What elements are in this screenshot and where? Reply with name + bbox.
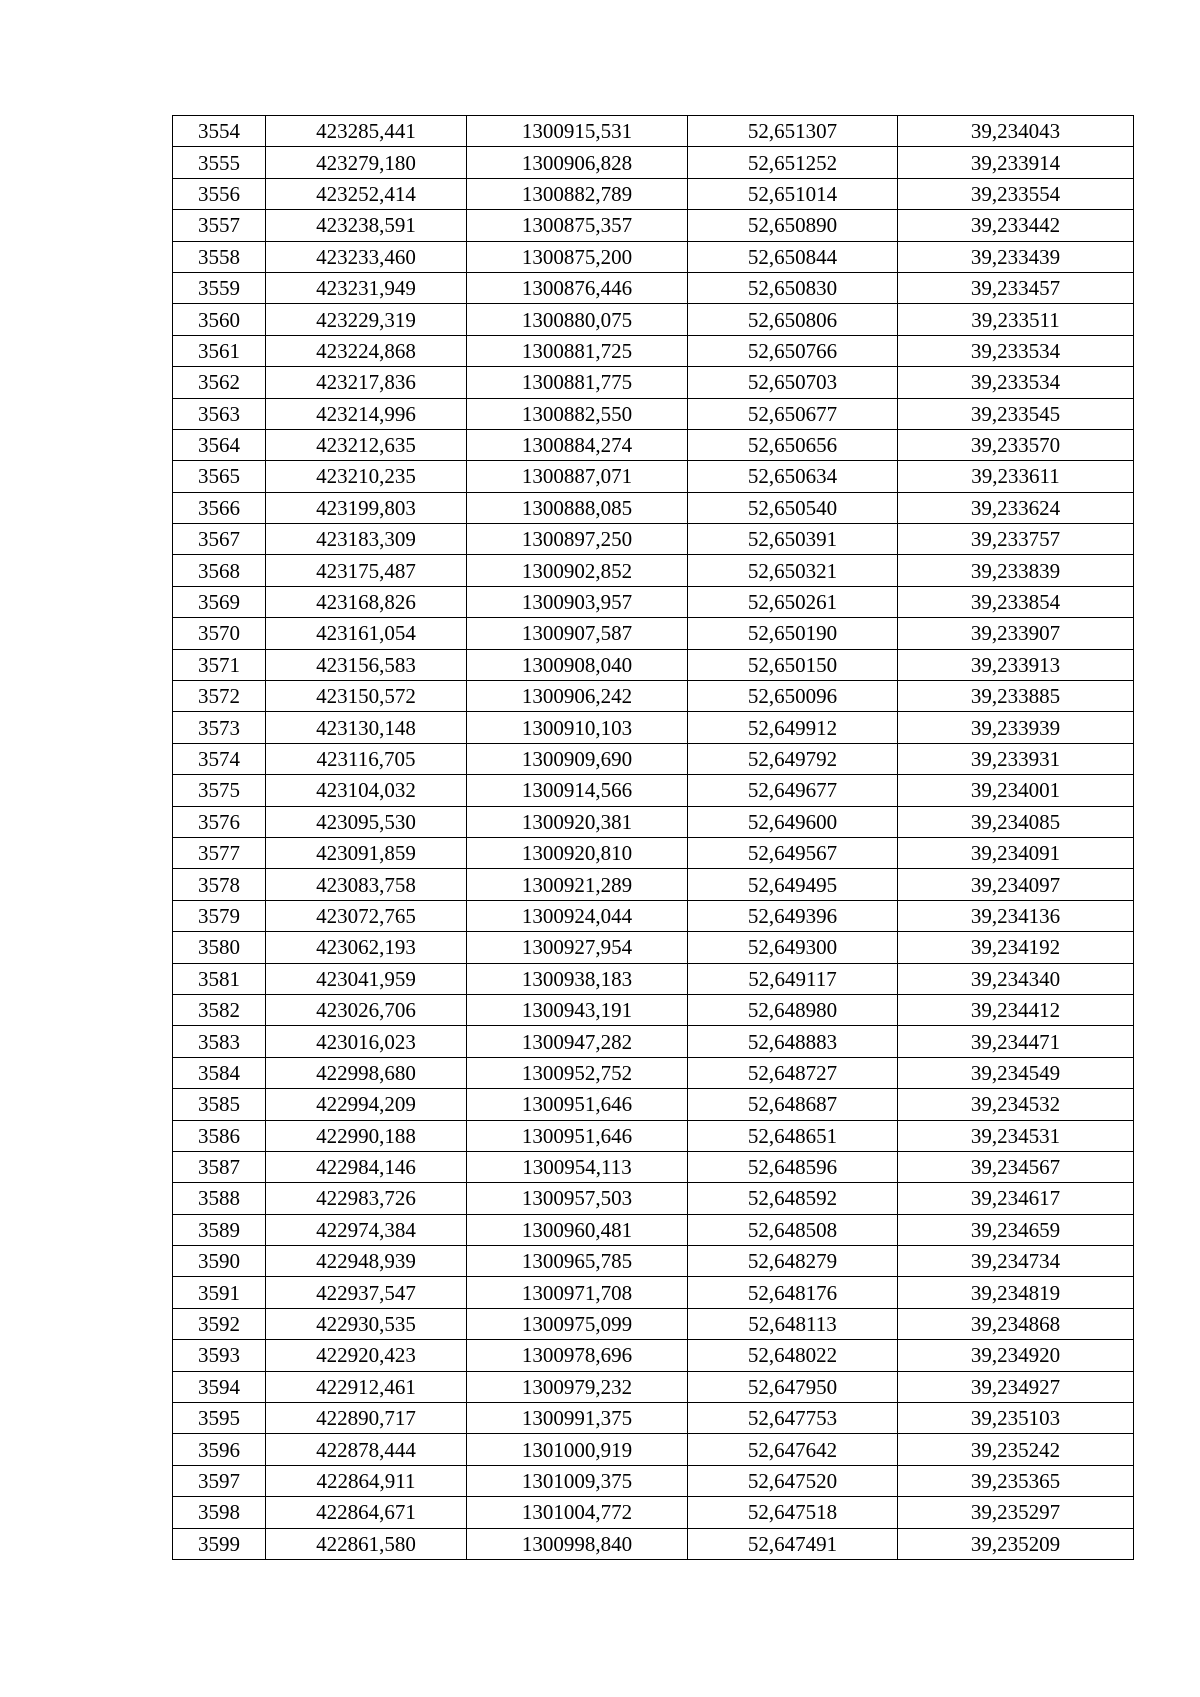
latitude-cell: 52,650634 xyxy=(688,461,898,492)
x-coordinate-cell: 423217,836 xyxy=(266,367,467,398)
point-number-cell: 3570 xyxy=(173,618,266,649)
point-number-cell: 3555 xyxy=(173,147,266,178)
longitude-cell: 39,234532 xyxy=(898,1089,1134,1120)
y-coordinate-cell: 1300908,040 xyxy=(467,649,688,680)
point-number-cell: 3597 xyxy=(173,1465,266,1496)
point-number-cell: 3574 xyxy=(173,743,266,774)
table-row xyxy=(173,1151,1134,1182)
latitude-cell: 52,649912 xyxy=(688,712,898,743)
point-number-cell: 3578 xyxy=(173,869,266,900)
longitude-cell: 39,234412 xyxy=(898,994,1134,1025)
longitude-cell: 39,233439 xyxy=(898,241,1134,272)
latitude-cell: 52,648508 xyxy=(688,1214,898,1245)
x-coordinate-cell: 423252,414 xyxy=(266,178,467,209)
longitude-cell: 39,234192 xyxy=(898,932,1134,963)
point-number-cell: 3579 xyxy=(173,900,266,931)
longitude-cell: 39,233839 xyxy=(898,555,1134,586)
latitude-cell: 52,648687 xyxy=(688,1089,898,1120)
table-row xyxy=(173,806,1134,837)
longitude-cell: 39,235365 xyxy=(898,1465,1134,1496)
x-coordinate-cell: 422937,547 xyxy=(266,1277,467,1308)
table-row xyxy=(173,1246,1134,1277)
y-coordinate-cell: 1300906,828 xyxy=(467,147,688,178)
y-coordinate-cell: 1300991,375 xyxy=(467,1403,688,1434)
y-coordinate-cell: 1300975,099 xyxy=(467,1308,688,1339)
y-coordinate-cell: 1300882,550 xyxy=(467,398,688,429)
x-coordinate-cell: 423091,859 xyxy=(266,837,467,868)
x-coordinate-cell: 423224,868 xyxy=(266,335,467,366)
point-number-cell: 3587 xyxy=(173,1151,266,1182)
longitude-cell: 39,233457 xyxy=(898,272,1134,303)
point-number-cell: 3594 xyxy=(173,1371,266,1402)
x-coordinate-cell: 423104,032 xyxy=(266,775,467,806)
y-coordinate-cell: 1300903,957 xyxy=(467,586,688,617)
table-row xyxy=(173,1057,1134,1088)
latitude-cell: 52,648279 xyxy=(688,1246,898,1277)
latitude-cell: 52,651252 xyxy=(688,147,898,178)
longitude-cell: 39,234659 xyxy=(898,1214,1134,1245)
table-row xyxy=(173,116,1134,147)
longitude-cell: 39,233611 xyxy=(898,461,1134,492)
x-coordinate-cell: 423214,996 xyxy=(266,398,467,429)
latitude-cell: 52,648596 xyxy=(688,1151,898,1182)
y-coordinate-cell: 1300938,183 xyxy=(467,963,688,994)
latitude-cell: 52,650806 xyxy=(688,304,898,335)
table-row xyxy=(173,963,1134,994)
point-number-cell: 3591 xyxy=(173,1277,266,1308)
point-number-cell: 3566 xyxy=(173,492,266,523)
y-coordinate-cell: 1300951,646 xyxy=(467,1089,688,1120)
longitude-cell: 39,234471 xyxy=(898,1026,1134,1057)
point-number-cell: 3563 xyxy=(173,398,266,429)
y-coordinate-cell: 1300965,785 xyxy=(467,1246,688,1277)
y-coordinate-cell: 1300971,708 xyxy=(467,1277,688,1308)
latitude-cell: 52,651014 xyxy=(688,178,898,209)
point-number-cell: 3595 xyxy=(173,1403,266,1434)
y-coordinate-cell: 1300875,357 xyxy=(467,210,688,241)
y-coordinate-cell: 1300943,191 xyxy=(467,994,688,1025)
y-coordinate-cell: 1300910,103 xyxy=(467,712,688,743)
x-coordinate-cell: 423183,309 xyxy=(266,524,467,555)
point-number-cell: 3596 xyxy=(173,1434,266,1465)
table-row xyxy=(173,367,1134,398)
x-coordinate-cell: 423130,148 xyxy=(266,712,467,743)
point-number-cell: 3561 xyxy=(173,335,266,366)
table-row xyxy=(173,712,1134,743)
x-coordinate-cell: 423026,706 xyxy=(266,994,467,1025)
table-row xyxy=(173,492,1134,523)
x-coordinate-cell: 423116,705 xyxy=(266,743,467,774)
table-row xyxy=(173,147,1134,178)
point-number-cell: 3562 xyxy=(173,367,266,398)
x-coordinate-cell: 422990,188 xyxy=(266,1120,467,1151)
latitude-cell: 52,649495 xyxy=(688,869,898,900)
point-number-cell: 3564 xyxy=(173,429,266,460)
latitude-cell: 52,650703 xyxy=(688,367,898,398)
latitude-cell: 52,649300 xyxy=(688,932,898,963)
point-number-cell: 3584 xyxy=(173,1057,266,1088)
x-coordinate-cell: 423156,583 xyxy=(266,649,467,680)
longitude-cell: 39,234001 xyxy=(898,775,1134,806)
table-row xyxy=(173,1403,1134,1434)
point-number-cell: 3558 xyxy=(173,241,266,272)
point-number-cell: 3588 xyxy=(173,1183,266,1214)
y-coordinate-cell: 1300881,725 xyxy=(467,335,688,366)
point-number-cell: 3593 xyxy=(173,1340,266,1371)
x-coordinate-cell: 423072,765 xyxy=(266,900,467,931)
latitude-cell: 52,647518 xyxy=(688,1497,898,1528)
table-row xyxy=(173,555,1134,586)
point-number-cell: 3585 xyxy=(173,1089,266,1120)
longitude-cell: 39,234868 xyxy=(898,1308,1134,1339)
longitude-cell: 39,234927 xyxy=(898,1371,1134,1402)
y-coordinate-cell: 1300906,242 xyxy=(467,681,688,712)
table-row xyxy=(173,210,1134,241)
longitude-cell: 39,233511 xyxy=(898,304,1134,335)
table-row xyxy=(173,304,1134,335)
y-coordinate-cell: 1300924,044 xyxy=(467,900,688,931)
latitude-cell: 52,649677 xyxy=(688,775,898,806)
point-number-cell: 3589 xyxy=(173,1214,266,1245)
x-coordinate-cell: 423238,591 xyxy=(266,210,467,241)
y-coordinate-cell: 1300876,446 xyxy=(467,272,688,303)
point-number-cell: 3582 xyxy=(173,994,266,1025)
longitude-cell: 39,234819 xyxy=(898,1277,1134,1308)
x-coordinate-cell: 423285,441 xyxy=(266,116,467,147)
longitude-cell: 39,235103 xyxy=(898,1403,1134,1434)
x-coordinate-cell: 422948,939 xyxy=(266,1246,467,1277)
x-coordinate-cell: 423062,193 xyxy=(266,932,467,963)
table-row xyxy=(173,994,1134,1025)
point-number-cell: 3568 xyxy=(173,555,266,586)
y-coordinate-cell: 1301009,375 xyxy=(467,1465,688,1496)
point-number-cell: 3560 xyxy=(173,304,266,335)
longitude-cell: 39,233931 xyxy=(898,743,1134,774)
x-coordinate-cell: 422984,146 xyxy=(266,1151,467,1182)
longitude-cell: 39,234567 xyxy=(898,1151,1134,1182)
latitude-cell: 52,649600 xyxy=(688,806,898,837)
y-coordinate-cell: 1300952,752 xyxy=(467,1057,688,1088)
latitude-cell: 52,650830 xyxy=(688,272,898,303)
point-number-cell: 3577 xyxy=(173,837,266,868)
latitude-cell: 52,648727 xyxy=(688,1057,898,1088)
y-coordinate-cell: 1300909,690 xyxy=(467,743,688,774)
longitude-cell: 39,233545 xyxy=(898,398,1134,429)
point-number-cell: 3592 xyxy=(173,1308,266,1339)
table-row xyxy=(173,461,1134,492)
x-coordinate-cell: 422861,580 xyxy=(266,1528,467,1559)
longitude-cell: 39,233907 xyxy=(898,618,1134,649)
longitude-cell: 39,234340 xyxy=(898,963,1134,994)
x-coordinate-cell: 423210,235 xyxy=(266,461,467,492)
table-row xyxy=(173,743,1134,774)
y-coordinate-cell: 1300920,810 xyxy=(467,837,688,868)
y-coordinate-cell: 1300960,481 xyxy=(467,1214,688,1245)
latitude-cell: 52,649396 xyxy=(688,900,898,931)
latitude-cell: 52,648651 xyxy=(688,1120,898,1151)
longitude-cell: 39,234920 xyxy=(898,1340,1134,1371)
latitude-cell: 52,649117 xyxy=(688,963,898,994)
x-coordinate-cell: 422878,444 xyxy=(266,1434,467,1465)
table-row xyxy=(173,837,1134,868)
x-coordinate-cell: 423212,635 xyxy=(266,429,467,460)
y-coordinate-cell: 1300884,274 xyxy=(467,429,688,460)
point-number-cell: 3559 xyxy=(173,272,266,303)
table-row xyxy=(173,1308,1134,1339)
point-number-cell: 3573 xyxy=(173,712,266,743)
longitude-cell: 39,235297 xyxy=(898,1497,1134,1528)
table-row xyxy=(173,272,1134,303)
x-coordinate-cell: 423083,758 xyxy=(266,869,467,900)
x-coordinate-cell: 422864,911 xyxy=(266,1465,467,1496)
y-coordinate-cell: 1301000,919 xyxy=(467,1434,688,1465)
y-coordinate-cell: 1300927,954 xyxy=(467,932,688,963)
longitude-cell: 39,234549 xyxy=(898,1057,1134,1088)
x-coordinate-cell: 423175,487 xyxy=(266,555,467,586)
coordinates-table xyxy=(172,115,1134,1560)
longitude-cell: 39,233534 xyxy=(898,367,1134,398)
y-coordinate-cell: 1300897,250 xyxy=(467,524,688,555)
x-coordinate-cell: 423095,530 xyxy=(266,806,467,837)
y-coordinate-cell: 1300887,071 xyxy=(467,461,688,492)
latitude-cell: 52,648592 xyxy=(688,1183,898,1214)
table-row xyxy=(173,241,1134,272)
longitude-cell: 39,233913 xyxy=(898,649,1134,680)
y-coordinate-cell: 1300888,085 xyxy=(467,492,688,523)
latitude-cell: 52,648176 xyxy=(688,1277,898,1308)
latitude-cell: 52,650261 xyxy=(688,586,898,617)
point-number-cell: 3569 xyxy=(173,586,266,617)
y-coordinate-cell: 1300907,587 xyxy=(467,618,688,649)
x-coordinate-cell: 422930,535 xyxy=(266,1308,467,1339)
y-coordinate-cell: 1300882,789 xyxy=(467,178,688,209)
table-row xyxy=(173,398,1134,429)
x-coordinate-cell: 423231,949 xyxy=(266,272,467,303)
x-coordinate-cell: 423279,180 xyxy=(266,147,467,178)
longitude-cell: 39,235209 xyxy=(898,1528,1134,1559)
point-number-cell: 3575 xyxy=(173,775,266,806)
x-coordinate-cell: 422912,461 xyxy=(266,1371,467,1402)
longitude-cell: 39,234097 xyxy=(898,869,1134,900)
point-number-cell: 3572 xyxy=(173,681,266,712)
latitude-cell: 52,650190 xyxy=(688,618,898,649)
table-row xyxy=(173,869,1134,900)
latitude-cell: 52,650150 xyxy=(688,649,898,680)
y-coordinate-cell: 1300951,646 xyxy=(467,1120,688,1151)
point-number-cell: 3586 xyxy=(173,1120,266,1151)
x-coordinate-cell: 422890,717 xyxy=(266,1403,467,1434)
longitude-cell: 39,234085 xyxy=(898,806,1134,837)
latitude-cell: 52,648022 xyxy=(688,1340,898,1371)
longitude-cell: 39,234734 xyxy=(898,1246,1134,1277)
y-coordinate-cell: 1301004,772 xyxy=(467,1497,688,1528)
latitude-cell: 52,647642 xyxy=(688,1434,898,1465)
table-row xyxy=(173,1183,1134,1214)
table-row xyxy=(173,1371,1134,1402)
table-row xyxy=(173,1277,1134,1308)
x-coordinate-cell: 422864,671 xyxy=(266,1497,467,1528)
point-number-cell: 3567 xyxy=(173,524,266,555)
table-row xyxy=(173,649,1134,680)
y-coordinate-cell: 1300954,113 xyxy=(467,1151,688,1182)
longitude-cell: 39,233624 xyxy=(898,492,1134,523)
x-coordinate-cell: 423229,319 xyxy=(266,304,467,335)
table-row xyxy=(173,429,1134,460)
y-coordinate-cell: 1300880,075 xyxy=(467,304,688,335)
table-row xyxy=(173,1214,1134,1245)
table-row xyxy=(173,1434,1134,1465)
longitude-cell: 39,233885 xyxy=(898,681,1134,712)
point-number-cell: 3598 xyxy=(173,1497,266,1528)
table-row xyxy=(173,1120,1134,1151)
latitude-cell: 52,650540 xyxy=(688,492,898,523)
y-coordinate-cell: 1300979,232 xyxy=(467,1371,688,1402)
x-coordinate-cell: 422920,423 xyxy=(266,1340,467,1371)
latitude-cell: 52,647753 xyxy=(688,1403,898,1434)
table-row xyxy=(173,178,1134,209)
latitude-cell: 52,650890 xyxy=(688,210,898,241)
latitude-cell: 52,651307 xyxy=(688,116,898,147)
latitude-cell: 52,650766 xyxy=(688,335,898,366)
y-coordinate-cell: 1300875,200 xyxy=(467,241,688,272)
y-coordinate-cell: 1300920,381 xyxy=(467,806,688,837)
latitude-cell: 52,648883 xyxy=(688,1026,898,1057)
y-coordinate-cell: 1300914,566 xyxy=(467,775,688,806)
y-coordinate-cell: 1300915,531 xyxy=(467,116,688,147)
point-number-cell: 3556 xyxy=(173,178,266,209)
latitude-cell: 52,650096 xyxy=(688,681,898,712)
point-number-cell: 3576 xyxy=(173,806,266,837)
table-row xyxy=(173,335,1134,366)
x-coordinate-cell: 423041,959 xyxy=(266,963,467,994)
x-coordinate-cell: 423168,826 xyxy=(266,586,467,617)
x-coordinate-cell: 422994,209 xyxy=(266,1089,467,1120)
table-row xyxy=(173,1026,1134,1057)
y-coordinate-cell: 1300881,775 xyxy=(467,367,688,398)
table-row xyxy=(173,1340,1134,1371)
table-row xyxy=(173,524,1134,555)
y-coordinate-cell: 1300978,696 xyxy=(467,1340,688,1371)
longitude-cell: 39,234136 xyxy=(898,900,1134,931)
point-number-cell: 3583 xyxy=(173,1026,266,1057)
table-row xyxy=(173,681,1134,712)
latitude-cell: 52,647491 xyxy=(688,1528,898,1559)
point-number-cell: 3581 xyxy=(173,963,266,994)
latitude-cell: 52,650844 xyxy=(688,241,898,272)
table-row xyxy=(173,1465,1134,1496)
latitude-cell: 52,647520 xyxy=(688,1465,898,1496)
table-row xyxy=(173,1497,1134,1528)
point-number-cell: 3580 xyxy=(173,932,266,963)
longitude-cell: 39,233570 xyxy=(898,429,1134,460)
table-row xyxy=(173,775,1134,806)
latitude-cell: 52,650321 xyxy=(688,555,898,586)
x-coordinate-cell: 423199,803 xyxy=(266,492,467,523)
longitude-cell: 39,233554 xyxy=(898,178,1134,209)
y-coordinate-cell: 1300957,503 xyxy=(467,1183,688,1214)
y-coordinate-cell: 1300921,289 xyxy=(467,869,688,900)
longitude-cell: 39,233757 xyxy=(898,524,1134,555)
longitude-cell: 39,233914 xyxy=(898,147,1134,178)
latitude-cell: 52,650677 xyxy=(688,398,898,429)
point-number-cell: 3599 xyxy=(173,1528,266,1559)
longitude-cell: 39,235242 xyxy=(898,1434,1134,1465)
x-coordinate-cell: 422998,680 xyxy=(266,1057,467,1088)
x-coordinate-cell: 423016,023 xyxy=(266,1026,467,1057)
latitude-cell: 52,648980 xyxy=(688,994,898,1025)
latitude-cell: 52,647950 xyxy=(688,1371,898,1402)
y-coordinate-cell: 1300947,282 xyxy=(467,1026,688,1057)
longitude-cell: 39,233854 xyxy=(898,586,1134,617)
table-row xyxy=(173,900,1134,931)
longitude-cell: 39,234043 xyxy=(898,116,1134,147)
y-coordinate-cell: 1300902,852 xyxy=(467,555,688,586)
longitude-cell: 39,234091 xyxy=(898,837,1134,868)
point-number-cell: 3571 xyxy=(173,649,266,680)
x-coordinate-cell: 422983,726 xyxy=(266,1183,467,1214)
latitude-cell: 52,650391 xyxy=(688,524,898,555)
longitude-cell: 39,233534 xyxy=(898,335,1134,366)
latitude-cell: 52,650656 xyxy=(688,429,898,460)
point-number-cell: 3590 xyxy=(173,1246,266,1277)
x-coordinate-cell: 423233,460 xyxy=(266,241,467,272)
longitude-cell: 39,234531 xyxy=(898,1120,1134,1151)
point-number-cell: 3554 xyxy=(173,116,266,147)
x-coordinate-cell: 423150,572 xyxy=(266,681,467,712)
x-coordinate-cell: 422974,384 xyxy=(266,1214,467,1245)
table-row xyxy=(173,1089,1134,1120)
coordinates-table-body xyxy=(173,116,1134,1560)
point-number-cell: 3565 xyxy=(173,461,266,492)
longitude-cell: 39,234617 xyxy=(898,1183,1134,1214)
table-row xyxy=(173,618,1134,649)
x-coordinate-cell: 423161,054 xyxy=(266,618,467,649)
latitude-cell: 52,649792 xyxy=(688,743,898,774)
y-coordinate-cell: 1300998,840 xyxy=(467,1528,688,1559)
longitude-cell: 39,233442 xyxy=(898,210,1134,241)
longitude-cell: 39,233939 xyxy=(898,712,1134,743)
latitude-cell: 52,649567 xyxy=(688,837,898,868)
table-row xyxy=(173,932,1134,963)
table-row xyxy=(173,586,1134,617)
table-row xyxy=(173,1528,1134,1559)
point-number-cell: 3557 xyxy=(173,210,266,241)
latitude-cell: 52,648113 xyxy=(688,1308,898,1339)
